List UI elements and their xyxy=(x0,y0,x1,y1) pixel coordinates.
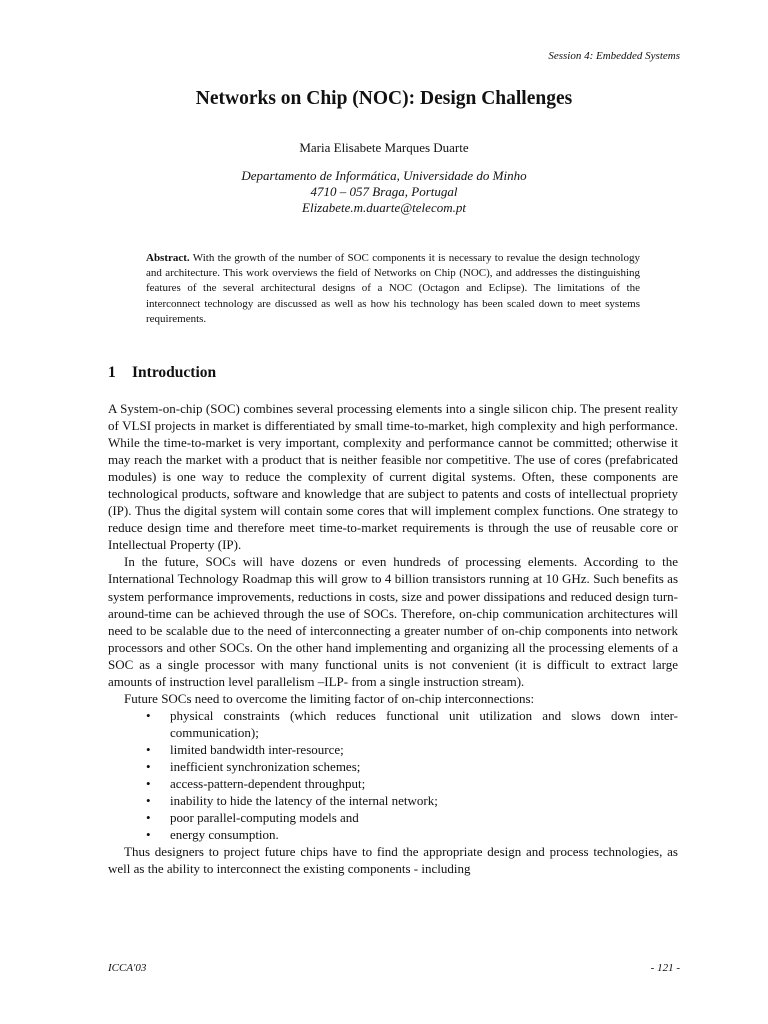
paragraph-4: Thus designers to project future chips have to find the appropriate design and process technologies, as well as the ability to interconnect the existing components - including xyxy=(108,844,678,877)
paper-title: Networks on Chip (NOC): Design Challenges xyxy=(195,88,573,109)
section-title: Introduction xyxy=(132,364,217,381)
list-item: • physical constraints (which reduces functional unit utilization and slows down inter-communication); xyxy=(146,707,678,740)
paragraph-3: Future SOCs need to overcome the limiting factor of on-chip interconnections: xyxy=(124,690,535,706)
bullet-icon: • xyxy=(146,810,151,826)
bullet-list xyxy=(108,707,678,843)
list-item: • inefficient synchronization schemes; xyxy=(146,758,361,774)
list-item: • energy consumption. xyxy=(146,827,279,843)
body-text xyxy=(108,400,678,877)
author-name: Maria Elisabete Marques Duarte xyxy=(299,140,469,155)
bullet-icon: • xyxy=(146,758,151,774)
footer-conference: ICCA'03 xyxy=(108,962,147,974)
section-heading xyxy=(108,364,216,382)
paragraph-2: In the future, SOCs will have dozens or even hundreds of processing elements. According to the International Technology Roadmap this will grow to 4 billion transistors running at 10 GHz. Such benefits as system performance improvements, reductions in costs, size and power dissipations and reduced design turn-around-time can be achieved through the use of SOCs. Therefore, on-chip communication architectures will need to be scalable due to the need of interconnecting a greater number of on-chip components into network processors and other SOCs. On the other hand implementing and organizing all the processing elements of a SOC as a single processor with many functional units is not convenient (it is difficult to extract large amounts of instruction level parallelism –ILP- from a single instruction stream). xyxy=(108,554,678,689)
abstract xyxy=(146,251,640,327)
list-item: • limited bandwidth inter-resource; xyxy=(146,741,344,757)
bullet-icon: • xyxy=(146,707,151,723)
affiliation-address: 4710 – 057 Braga, Portugal xyxy=(310,184,458,199)
list-item: • access-pattern-dependent throughput; xyxy=(146,776,366,792)
paragraph-1: A System-on-chip (SOC) combines several processing elements into a single silicon chip. The present reality of VLSI projects in market is differentiated by small time-to-market, high complexity and high performance. While the time-to-market is very important, complexity and performance cannot be committed; otherwise it may reach the market with a product that is neither feasible nor competitive. The use of cores (prefabricated modules) is one way to reduce the complexity of current digital systems. Often, these components are technological products, software and knowledge that are subject to patents and costs of intellectual propriety (IP). Thus the digital system will contain some cores that will implement complex functions. One strategy to reduce design time and therefore meet time-to-market requirements is through the use of reusable core or Intellectual Property (IP). xyxy=(108,401,678,553)
section-number: 1 xyxy=(108,364,116,381)
list-item: • inability to hide the latency of the internal network; xyxy=(146,793,438,809)
abstract-text: With the growth of the number of SOC components it is necessary to revalue the design technology and architecture. This work overviews the field of Networks on Chip (NOC), and addresses the distinguishing features of the several architectural designs of a NOC (Octagon and Eclipse). The limitations of the interconnect technology are discussed as well as how his technology has been scaled down to meet systems requirements. xyxy=(146,252,640,325)
list-item: • poor parallel-computing models and xyxy=(146,810,359,826)
footer-page-number: - 121 - xyxy=(650,962,680,974)
running-head: Session 4: Embedded Systems xyxy=(548,50,680,62)
bullet-icon: • xyxy=(146,741,151,757)
bullet-icon: • xyxy=(146,776,151,792)
affiliation-department: Departamento de Informática, Universidade do Minho xyxy=(241,168,527,183)
bullet-icon: • xyxy=(146,793,151,809)
bullet-icon: • xyxy=(146,827,151,843)
author-email: Elizabete.m.duarte@telecom.pt xyxy=(302,200,466,215)
affiliation-block xyxy=(0,168,768,216)
abstract-label: Abstract. xyxy=(146,252,190,264)
